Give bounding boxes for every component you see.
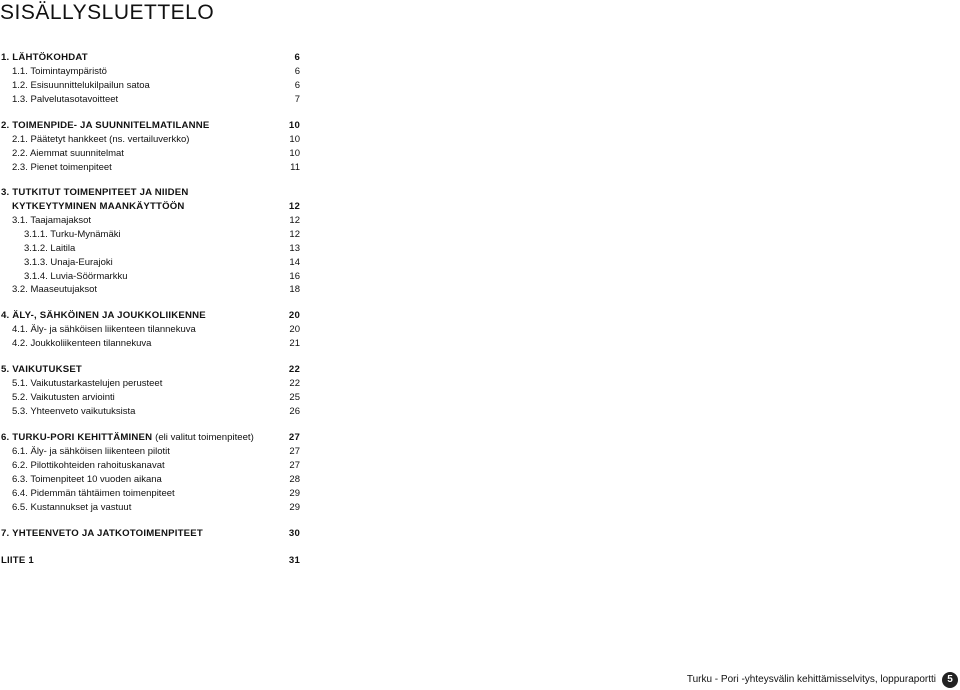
toc-page-number: 27 bbox=[289, 446, 300, 457]
toc-chapter-4[interactable] bbox=[0, 309, 300, 323]
toc-chapter-3-continued[interactable] bbox=[0, 200, 300, 214]
toc-page-number: 20 bbox=[288, 310, 300, 321]
toc-page-number: 11 bbox=[290, 162, 300, 173]
toc-subsection-3-1-3[interactable] bbox=[0, 256, 300, 270]
toc-label: 5.1. Vaikutustarkastelujen perusteet bbox=[12, 378, 163, 389]
toc-section-6-5[interactable] bbox=[0, 501, 300, 515]
toc-label: 7. YHTEENVETO JA JATKOTOIMENPITEET bbox=[1, 528, 203, 539]
toc-page-number: 25 bbox=[289, 392, 300, 403]
toc-label: 1.3. Palvelutasotavoitteet bbox=[12, 94, 119, 105]
toc-label: 2.2. Aiemmat suunnitelmat bbox=[12, 148, 124, 159]
toc-label: 3.1. Taajamajaksot bbox=[12, 215, 92, 226]
toc-page-number: 12 bbox=[289, 215, 300, 226]
toc-label: 4.1. Äly- ja sähköisen liikenteen tilannekuva bbox=[12, 324, 196, 335]
toc-page-number: 18 bbox=[289, 284, 300, 295]
toc-page-number: 27 bbox=[289, 460, 300, 471]
toc-label: 1.2. Esisuunnittelukilpailun satoa bbox=[12, 80, 150, 91]
toc-label: 3.1.1. Turku-Mynämäki bbox=[24, 229, 121, 240]
toc-label: 6.4. Pidemmän tähtäimen toimenpiteet bbox=[12, 488, 175, 499]
toc-page-number: 13 bbox=[289, 243, 300, 254]
toc-chapter-5[interactable] bbox=[0, 363, 300, 377]
toc-section-4-2[interactable] bbox=[0, 337, 300, 351]
toc-section-5-3[interactable] bbox=[0, 405, 300, 419]
toc-appendix-1[interactable] bbox=[0, 554, 300, 568]
toc-page-number: 6 bbox=[294, 80, 300, 91]
toc-section-5-2[interactable] bbox=[0, 391, 300, 405]
toc-section-5-1[interactable] bbox=[0, 377, 300, 391]
toc-chapter-title: 6. TURKU-PORI KEHITTÄMINEN bbox=[1, 432, 153, 443]
toc-section-1-2[interactable] bbox=[0, 79, 300, 93]
page-title: SISÄLLYSLUETTELO bbox=[0, 1, 215, 24]
toc-page-number: 12 bbox=[289, 229, 300, 240]
toc-section-1-3[interactable] bbox=[0, 93, 300, 107]
toc-label: 1.1. Toimintaympäristö bbox=[12, 66, 107, 77]
toc-label: 6.5. Kustannukset ja vastuut bbox=[12, 502, 132, 513]
toc-label bbox=[1, 431, 254, 445]
toc-page-number: 27 bbox=[288, 432, 300, 443]
toc-label: 6.3. Toimenpiteet 10 vuoden aikana bbox=[12, 474, 162, 485]
toc-label: 5.2. Vaikutusten arviointi bbox=[12, 392, 115, 403]
toc-page-number: 22 bbox=[288, 364, 300, 375]
toc-section-6-1[interactable] bbox=[0, 445, 300, 459]
footer-title: Turku - Pori -yhteysvälin kehittämisselvitys, loppuraportti bbox=[686, 674, 936, 685]
toc-label: 4. ÄLY-, SÄHKÖINEN JA JOUKKOLIIKENNE bbox=[1, 310, 206, 321]
toc-section-6-4[interactable] bbox=[0, 487, 300, 501]
toc-label: 6.1. Äly- ja sähköisen liikenteen pilotit bbox=[12, 446, 170, 457]
toc-section-6-2[interactable] bbox=[0, 459, 300, 473]
toc-label: 2.1. Päätetyt hankkeet (ns. vertailuverkko) bbox=[12, 134, 190, 145]
toc-label: 3.1.4. Luvia-Söörmarkku bbox=[24, 271, 128, 282]
toc-page-number: 12 bbox=[288, 201, 300, 212]
toc-label: 3.2. Maaseutujaksot bbox=[12, 284, 98, 295]
toc-label: 3.1.3. Unaja-Eurajoki bbox=[24, 257, 113, 268]
toc-label: 2.3. Pienet toimenpiteet bbox=[12, 162, 112, 173]
toc-label: 4.2. Joukkoliikenteen tilannekuva bbox=[12, 338, 152, 349]
toc-page-number: 29 bbox=[289, 488, 300, 499]
toc-label: 1. LÄHTÖKOHDAT bbox=[1, 52, 88, 63]
toc-section-3-1[interactable] bbox=[0, 214, 300, 228]
toc-label: 5.3. Yhteenveto vaikutuksista bbox=[12, 406, 136, 417]
toc-page-number: 7 bbox=[294, 94, 300, 105]
toc-section-2-1[interactable] bbox=[0, 133, 300, 147]
toc-page-number: 10 bbox=[289, 134, 300, 145]
toc-chapter-1[interactable] bbox=[0, 51, 300, 65]
toc-chapter-7[interactable] bbox=[0, 527, 300, 541]
toc-label: LIITE 1 bbox=[1, 555, 34, 566]
toc-page-number: 30 bbox=[288, 528, 300, 539]
toc-label: 3.1.2. Laitila bbox=[24, 243, 76, 254]
toc-subsection-3-1-4[interactable] bbox=[0, 270, 300, 284]
toc-section-2-2[interactable] bbox=[0, 147, 300, 161]
toc-subsection-3-1-2[interactable] bbox=[0, 242, 300, 256]
toc-page-number: 14 bbox=[289, 257, 300, 268]
toc-chapter-2[interactable] bbox=[0, 119, 300, 133]
toc-chapter-note: (eli valitut toimenpiteet) bbox=[155, 432, 254, 443]
toc-page-number: 10 bbox=[288, 120, 300, 131]
toc-page-number: 31 bbox=[288, 555, 300, 566]
toc-subsection-3-1-1[interactable] bbox=[0, 228, 300, 242]
toc-chapter-6[interactable] bbox=[0, 431, 300, 445]
page-number-badge: 5 bbox=[942, 672, 958, 688]
toc-page-number: 21 bbox=[289, 338, 300, 349]
toc-page-number: 26 bbox=[289, 406, 300, 417]
toc-section-2-3[interactable] bbox=[0, 161, 300, 175]
toc-page-number: 6 bbox=[294, 52, 300, 63]
toc-page-number: 29 bbox=[289, 502, 300, 513]
toc-page-number: 20 bbox=[289, 324, 300, 335]
toc-label: 5. VAIKUTUKSET bbox=[1, 364, 82, 375]
toc-section-1-1[interactable] bbox=[0, 65, 300, 79]
toc-section-3-2[interactable] bbox=[0, 283, 300, 297]
toc-label: KYTKEYTYMINEN MAANKÄYTTÖÖN bbox=[12, 201, 185, 212]
toc-section-6-3[interactable] bbox=[0, 473, 300, 487]
toc-section-4-1[interactable] bbox=[0, 323, 300, 337]
toc-page-number: 10 bbox=[289, 148, 300, 159]
toc-chapter-3[interactable] bbox=[0, 186, 300, 200]
toc-label: 6.2. Pilottikohteiden rahoituskanavat bbox=[12, 460, 165, 471]
toc-label: 2. TOIMENPIDE- JA SUUNNITELMATILANNE bbox=[1, 120, 210, 131]
toc-page-number: 16 bbox=[289, 271, 300, 282]
toc-page-number: 28 bbox=[289, 474, 300, 485]
toc-page-number: 22 bbox=[289, 378, 300, 389]
toc-page-number: 6 bbox=[294, 66, 300, 77]
toc-label: 3. TUTKITUT TOIMENPITEET JA NIIDEN bbox=[1, 187, 189, 198]
